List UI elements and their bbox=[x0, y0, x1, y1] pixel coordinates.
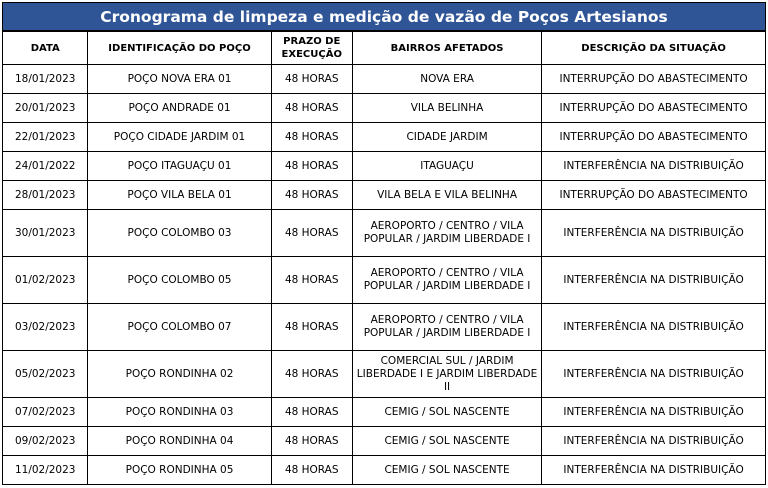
cell-poco: POÇO RONDINHA 04 bbox=[88, 427, 271, 456]
cell-poco: POÇO NOVA ERA 01 bbox=[88, 65, 271, 94]
cell-data: 03/02/2023 bbox=[3, 304, 88, 351]
cell-bairros: VILA BELA E VILA BELINHA bbox=[352, 181, 541, 210]
cell-poco: POÇO CIDADE JARDIM 01 bbox=[88, 123, 271, 152]
table-row bbox=[3, 427, 766, 456]
cell-bairros: COMERCIAL SUL / JARDIM LIBERDADE I E JARDIM LIBERDADE II bbox=[352, 351, 541, 398]
cell-prazo: 48 HORAS bbox=[271, 65, 352, 94]
cell-bairros: AEROPORTO / CENTRO / VILA POPULAR / JARDIM LIBERDADE I bbox=[352, 304, 541, 351]
header-prazo: PRAZO DE EXECUÇÃO bbox=[271, 32, 352, 65]
cell-data: 11/02/2023 bbox=[3, 456, 88, 485]
cell-descricao: INTERFERÊNCIA NA DISTRIBUIÇÃO bbox=[542, 456, 766, 485]
cell-bairros: AEROPORTO / CENTRO / VILA POPULAR / JARDIM LIBERDADE I bbox=[352, 210, 541, 257]
table-row bbox=[3, 456, 766, 485]
cell-poco: POÇO RONDINHA 03 bbox=[88, 398, 271, 427]
cell-prazo: 48 HORAS bbox=[271, 351, 352, 398]
cell-descricao: INTERRUPÇÃO DO ABASTECIMENTO bbox=[542, 181, 766, 210]
cell-data: 22/01/2023 bbox=[3, 123, 88, 152]
cell-data: 28/01/2023 bbox=[3, 181, 88, 210]
cell-poco: POÇO RONDINHA 05 bbox=[88, 456, 271, 485]
schedule-table bbox=[2, 31, 766, 485]
cell-descricao: INTERFERÊNCIA NA DISTRIBUIÇÃO bbox=[542, 304, 766, 351]
cell-descricao: INTERRUPÇÃO DO ABASTECIMENTO bbox=[542, 94, 766, 123]
cell-bairros: CIDADE JARDIM bbox=[352, 123, 541, 152]
cell-prazo: 48 HORAS bbox=[271, 304, 352, 351]
cell-data: 18/01/2023 bbox=[3, 65, 88, 94]
cell-poco: POÇO COLOMBO 05 bbox=[88, 257, 271, 304]
cell-bairros: CEMIG / SOL NASCENTE bbox=[352, 398, 541, 427]
cell-prazo: 48 HORAS bbox=[271, 398, 352, 427]
cell-bairros: VILA BELINHA bbox=[352, 94, 541, 123]
cell-bairros: AEROPORTO / CENTRO / VILA POPULAR / JARDIM LIBERDADE I bbox=[352, 257, 541, 304]
cell-data: 05/02/2023 bbox=[3, 351, 88, 398]
cell-poco: POÇO RONDINHA 02 bbox=[88, 351, 271, 398]
cell-prazo: 48 HORAS bbox=[271, 456, 352, 485]
cell-bairros: CEMIG / SOL NASCENTE bbox=[352, 427, 541, 456]
table-row bbox=[3, 123, 766, 152]
cell-descricao: INTERFERÊNCIA NA DISTRIBUIÇÃO bbox=[542, 210, 766, 257]
cell-bairros: NOVA ERA bbox=[352, 65, 541, 94]
table-row bbox=[3, 351, 766, 398]
header-data: DATA bbox=[3, 32, 88, 65]
cell-descricao: INTERFERÊNCIA NA DISTRIBUIÇÃO bbox=[542, 398, 766, 427]
schedule-sheet bbox=[2, 2, 766, 485]
cell-prazo: 48 HORAS bbox=[271, 427, 352, 456]
cell-data: 24/01/2022 bbox=[3, 152, 88, 181]
cell-data: 20/01/2023 bbox=[3, 94, 88, 123]
table-row bbox=[3, 257, 766, 304]
header-poco: IDENTIFICAÇÃO DO POÇO bbox=[88, 32, 271, 65]
cell-poco: POÇO COLOMBO 03 bbox=[88, 210, 271, 257]
cell-prazo: 48 HORAS bbox=[271, 181, 352, 210]
cell-descricao: INTERFERÊNCIA NA DISTRIBUIÇÃO bbox=[542, 427, 766, 456]
cell-prazo: 48 HORAS bbox=[271, 123, 352, 152]
cell-descricao: INTERRUPÇÃO DO ABASTECIMENTO bbox=[542, 123, 766, 152]
table-row bbox=[3, 65, 766, 94]
cell-descricao: INTERFERÊNCIA NA DISTRIBUIÇÃO bbox=[542, 351, 766, 398]
table-row bbox=[3, 398, 766, 427]
cell-descricao: INTERRUPÇÃO DO ABASTECIMENTO bbox=[542, 65, 766, 94]
cell-prazo: 48 HORAS bbox=[271, 152, 352, 181]
cell-poco: POÇO VILA BELA 01 bbox=[88, 181, 271, 210]
cell-data: 07/02/2023 bbox=[3, 398, 88, 427]
cell-data: 09/02/2023 bbox=[3, 427, 88, 456]
cell-bairros: ITAGUAÇU bbox=[352, 152, 541, 181]
table-row bbox=[3, 152, 766, 181]
cell-poco: POÇO COLOMBO 07 bbox=[88, 304, 271, 351]
cell-prazo: 48 HORAS bbox=[271, 210, 352, 257]
table-row bbox=[3, 181, 766, 210]
cell-data: 01/02/2023 bbox=[3, 257, 88, 304]
cell-poco: POÇO ANDRADE 01 bbox=[88, 94, 271, 123]
cell-bairros: CEMIG / SOL NASCENTE bbox=[352, 456, 541, 485]
cell-poco: POÇO ITAGUAÇU 01 bbox=[88, 152, 271, 181]
table-row bbox=[3, 210, 766, 257]
cell-descricao: INTERFERÊNCIA NA DISTRIBUIÇÃO bbox=[542, 257, 766, 304]
table-row bbox=[3, 94, 766, 123]
cell-descricao: INTERFERÊNCIA NA DISTRIBUIÇÃO bbox=[542, 152, 766, 181]
header-bairros: BAIRROS AFETADOS bbox=[352, 32, 541, 65]
header-row bbox=[3, 32, 766, 65]
header-descricao: DESCRIÇÃO DA SITUAÇÃO bbox=[542, 32, 766, 65]
sheet-title: Cronograma de limpeza e medição de vazão de Poços Artesianos bbox=[2, 2, 766, 31]
cell-prazo: 48 HORAS bbox=[271, 257, 352, 304]
table-row bbox=[3, 304, 766, 351]
cell-data: 30/01/2023 bbox=[3, 210, 88, 257]
cell-prazo: 48 HORAS bbox=[271, 94, 352, 123]
